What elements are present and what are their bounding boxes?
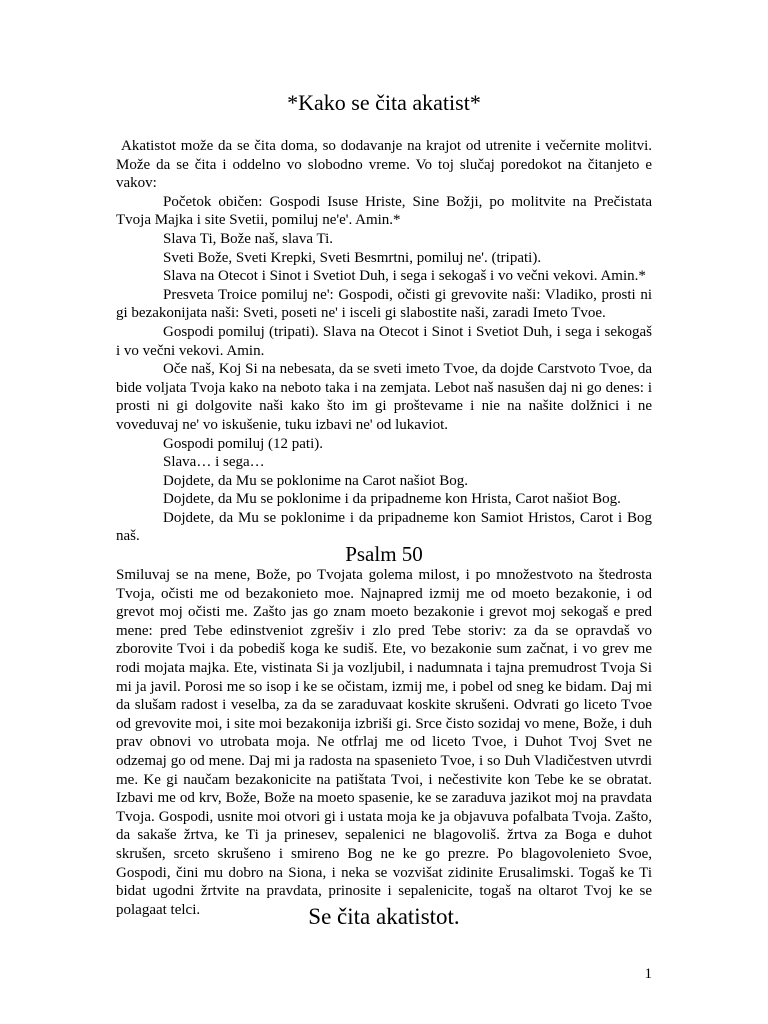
intro-paragraph: Dojdete, da Mu se poklonime na Carot našiot Bog. bbox=[163, 472, 468, 489]
psalm-text: Smiluvaj se na mene, Bože, po Tvojata golema milost, i po množestvoto na štedrosta Tvoja, očisti me od bezakonieto moe. Najnapred izmij me od moeto bezakonie, i od grevot moj očisti me. Zašto jas go znam moeto bezakonie i grevot moj sekogaš e pred mene: pred Tebe edinstveniot zgrešiv i zlo pred Tebe storiv: za da se opravdaš vo zborovite Tvoi i da pobediš koga ke sudiš. Ete, vo bezakonie sum začnat, i vo grev me rodi mojata majka. Ete, vistinata Si ja vozljubil, i nadumnata i tajna premudrost Tvoja Si mi ja javil. Porosi me so isop i ke se očistam, izmij me, i pobel od sneg ke bidam. Daj mi da slušam radost i veselba, za da se zaraduvaat koskite skrušeni. Odvrati go liceto Tvoe od grevovite moi, i site moi bezakonija izbriši gi. Srce čisto sozidaj vo mene, Bože, i duh prav obnovi vo utrobata moja. Ne otfrlaj me od liceto Tvoe, i Duhot Tvoj Svet ne odzemaj go od mene. Daj mi ja radosta na spasenieto Tvoe, i so Duh Vladičestven utvrdi me. Ke gi naučam bezakonicite na patištata Tvoi, i nečestivite kon Tebe ke se obratat. Izbavi me od krv, Bože, Bože na moeto spasenie, ke se zaraduva jazikot moj na pravdata Tvoja. Gospodi, usnite moi otvori gi i ustata moja ke ja objavuva pofalbata Tvoja. Zašto, da sakaše žrtva, ke Ti ja prinesev, sepalenici ne blagovoliš. žrtva za Boga e duhot skrušen, srceto skrušeno i smireno Bog ne ke go prezre. Po blagovolenieto Svoe, Gospodi, čini mu dobro na Siona, i neka se vozvišat zidinite Erusalimski. Togaš ke Ti bidat ugodni žrtvite na pravdata, prinosite i sepalenicite, togaš na oltarot Tvoj ke se polagaat telci. bbox=[116, 567, 652, 918]
psalm-heading: Psalm 50 bbox=[345, 542, 423, 566]
intro-paragraph: Dojdete, da Mu se poklonime i da pripadneme kon Hrista, Carot našiot Bog. bbox=[163, 491, 621, 508]
intro-paragraph: Slava na Otecot i Sinot i Svetiot Duh, i sega i sekogaš i vo večni vekovi. Amin.* bbox=[163, 268, 646, 285]
intro-paragraph: Akatistot može da se čita doma, so dodavanje na krajot od utrenite i večernite molitvi. Može da se čita i oddelno vo slobodno vreme. Vo toj slučaj poredokot na čitanjeto e vakov: bbox=[116, 138, 652, 192]
intro-paragraph: Sveti Bože, Sveti Krepki, Sveti Besmrtni, pomiluj ne'. (tripati). bbox=[163, 249, 542, 266]
intro-paragraph: Gospodi pomiluj (12 pati). bbox=[163, 435, 323, 452]
page-number: 1 bbox=[644, 966, 652, 982]
intro-paragraph: Presveta Troice pomiluj ne': Gospodi, očisti gi grevovite naši: Vladiko, prosti ni gi bezakonijata naši: Sveti, poseti ne' i isceli gi slabostite naši, zaradi Imeto Tvoe. bbox=[116, 286, 652, 322]
intro-paragraph: Oče naš, Koj Si na nebesata, da se sveti imeto Tvoe, da dojde Carstvoto Tvoe, da bide voljata Tvoja kako na neboto taka i na zemjata. Lebot naš nasušen daj ni go denes: i prosti ni gi dolgovite naši kako što im gi proštevame i nie na našite dolžnici i ne voveduvaj ne' vo iskušenie, tuku izbavi ne' od lukaviot. bbox=[116, 361, 652, 433]
intro-section bbox=[116, 137, 652, 546]
intro-paragraph: Slava… i sega… bbox=[163, 454, 265, 471]
intro-paragraph: Dojdete, da Mu se poklonime i da pripadneme kon Samiot Hristos, Carot i Bog naš. bbox=[116, 509, 652, 545]
closing-heading: Se čita akatistot. bbox=[308, 904, 460, 929]
intro-paragraph: Gospodi pomiluj (tripati). Slava na Otecot i Sinot i Svetiot Duh, i sega i sekogaš i vo večni vekovi. Amin. bbox=[116, 323, 652, 359]
page-title: *Kako se čita akatist* bbox=[287, 90, 481, 115]
intro-paragraph: Početok običen: Gospodi Isuse Hriste, Sine Božji, po molitvite na Prečistata Tvoja Majka i site Svetii, pomiluj ne'e'. Amin.* bbox=[116, 193, 652, 229]
intro-paragraph: Slava Ti, Bože naš, slava Ti. bbox=[163, 230, 334, 247]
